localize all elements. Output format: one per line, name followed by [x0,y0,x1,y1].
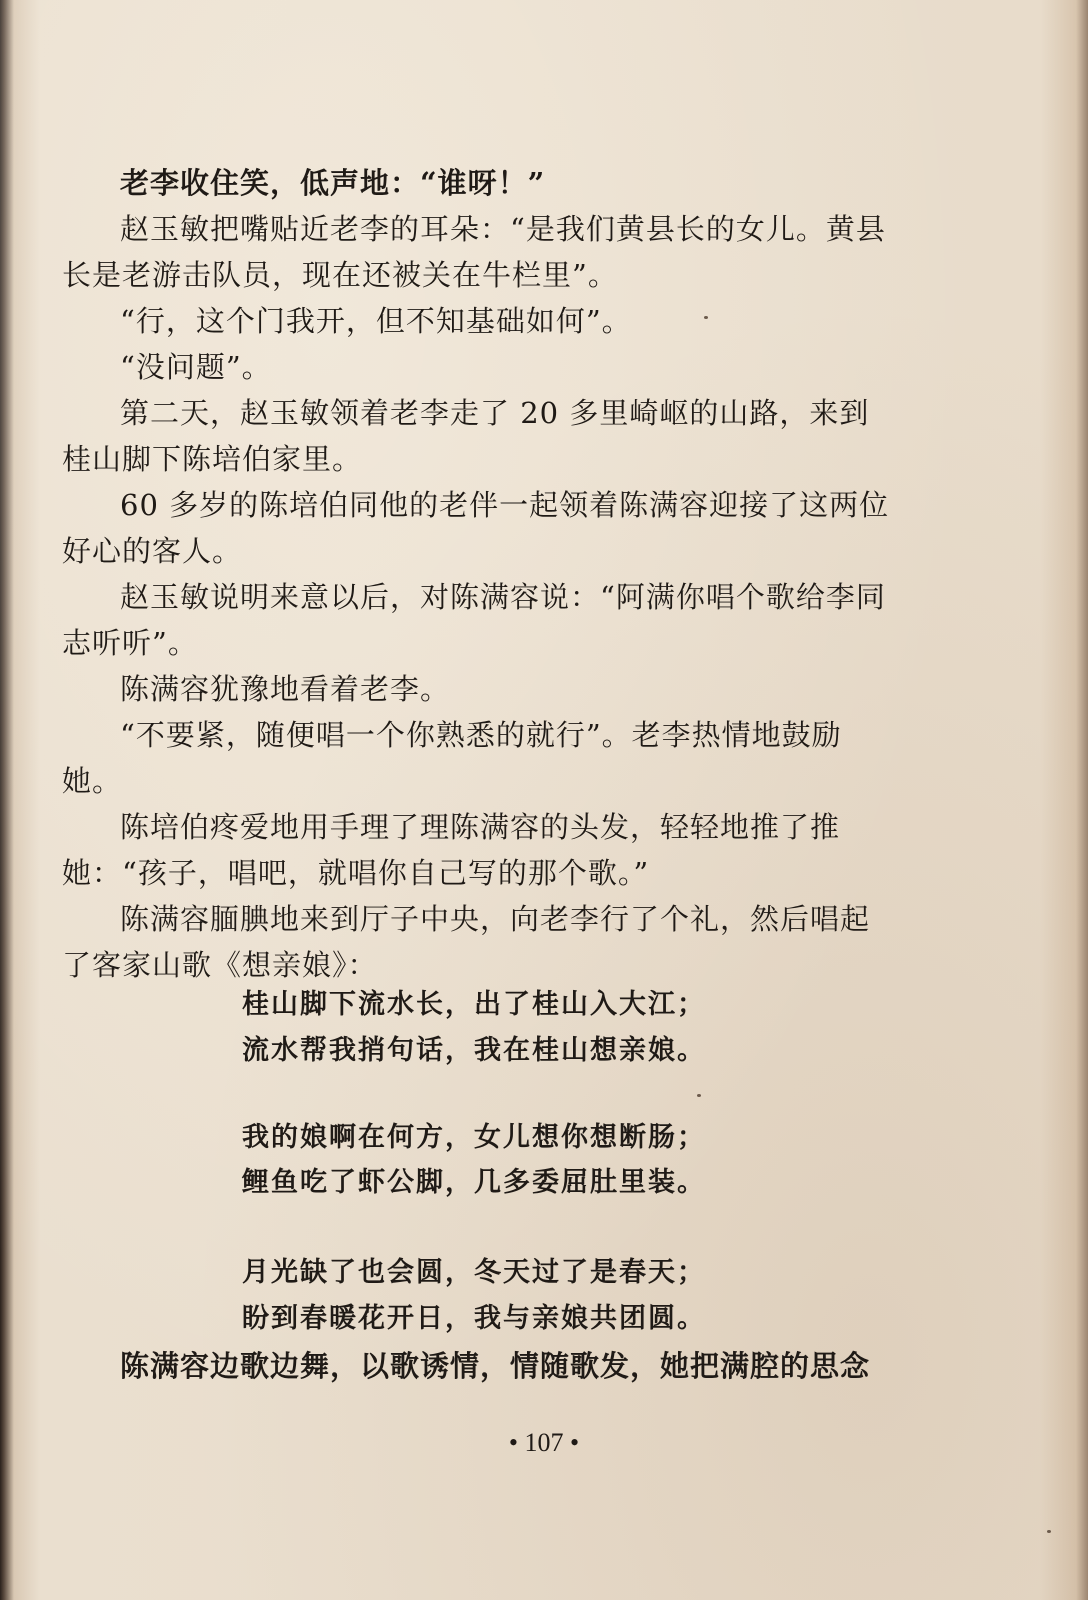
paragraph: “不要紧，随便唱一个你熟悉的就行”。老李热情地鼓励她。 [62,718,842,798]
paragraph: 陈满容犹豫地看着老李。 [120,672,451,706]
paragraph: 陈满容腼腆地来到厅子中央，向老李行了个礼，然后唱起了客家山歌《想亲娘》： [62,902,871,982]
paragraph: 陈满容边歌边舞，以歌诱情，情随歌发，她把满腔的思念 [120,1349,871,1383]
lyric-line: 盼到春暖花开日，我与亲娘共团圆。 [242,1303,706,1334]
lyric-line: 桂山脚下流水长，出了桂山入大江； [242,989,706,1020]
paragraph: 老李收住笑，低声地：“谁呀！” [120,166,546,200]
paper-speck [1047,1530,1051,1533]
paper-speck [704,316,708,319]
paragraph: 赵玉敏说明来意以后，对陈满容说：“阿满你唱个歌给李同志听听”。 [62,580,886,660]
closing-text [62,1343,892,1389]
paper-speck [697,1094,701,1097]
paragraph: “行，这个门我开，但不知基础如何”。 [120,304,632,338]
body-text [62,160,892,988]
lyric-line: 月光缺了也会圆，冬天过了是春天； [242,1257,706,1288]
paragraph: “没问题”。 [120,350,272,384]
paragraph: 第二天，赵玉敏领着老李走了 20 多里崎岖的山路，来到桂山脚下陈培伯家里。 [62,396,870,476]
lyric-line: 鲤鱼吃了虾公脚，几多委屈肚里装。 [242,1167,706,1198]
lyric-line: 我的娘啊在何方，女儿想你想断肠； [242,1122,706,1153]
paragraph: 60 多岁的陈培伯同他的老伴一起领着陈满容迎接了这两位好心的客人。 [62,488,890,568]
paragraph: 陈培伯疼爱地用手理了理陈满容的头发，轻轻地推了推她：“孩子，唱吧，就唱你自己写的那个歌。” [62,810,841,890]
lyric-line: 流水帮我捎句话，我在桂山想亲娘。 [242,1035,706,1066]
paragraph: 赵玉敏把嘴贴近老李的耳朵：“是我们黄县长的女儿。黄县长是老游击队员，现在还被关在牛栏里”。 [62,212,886,292]
page-number: • 107 • [508,1428,580,1457]
